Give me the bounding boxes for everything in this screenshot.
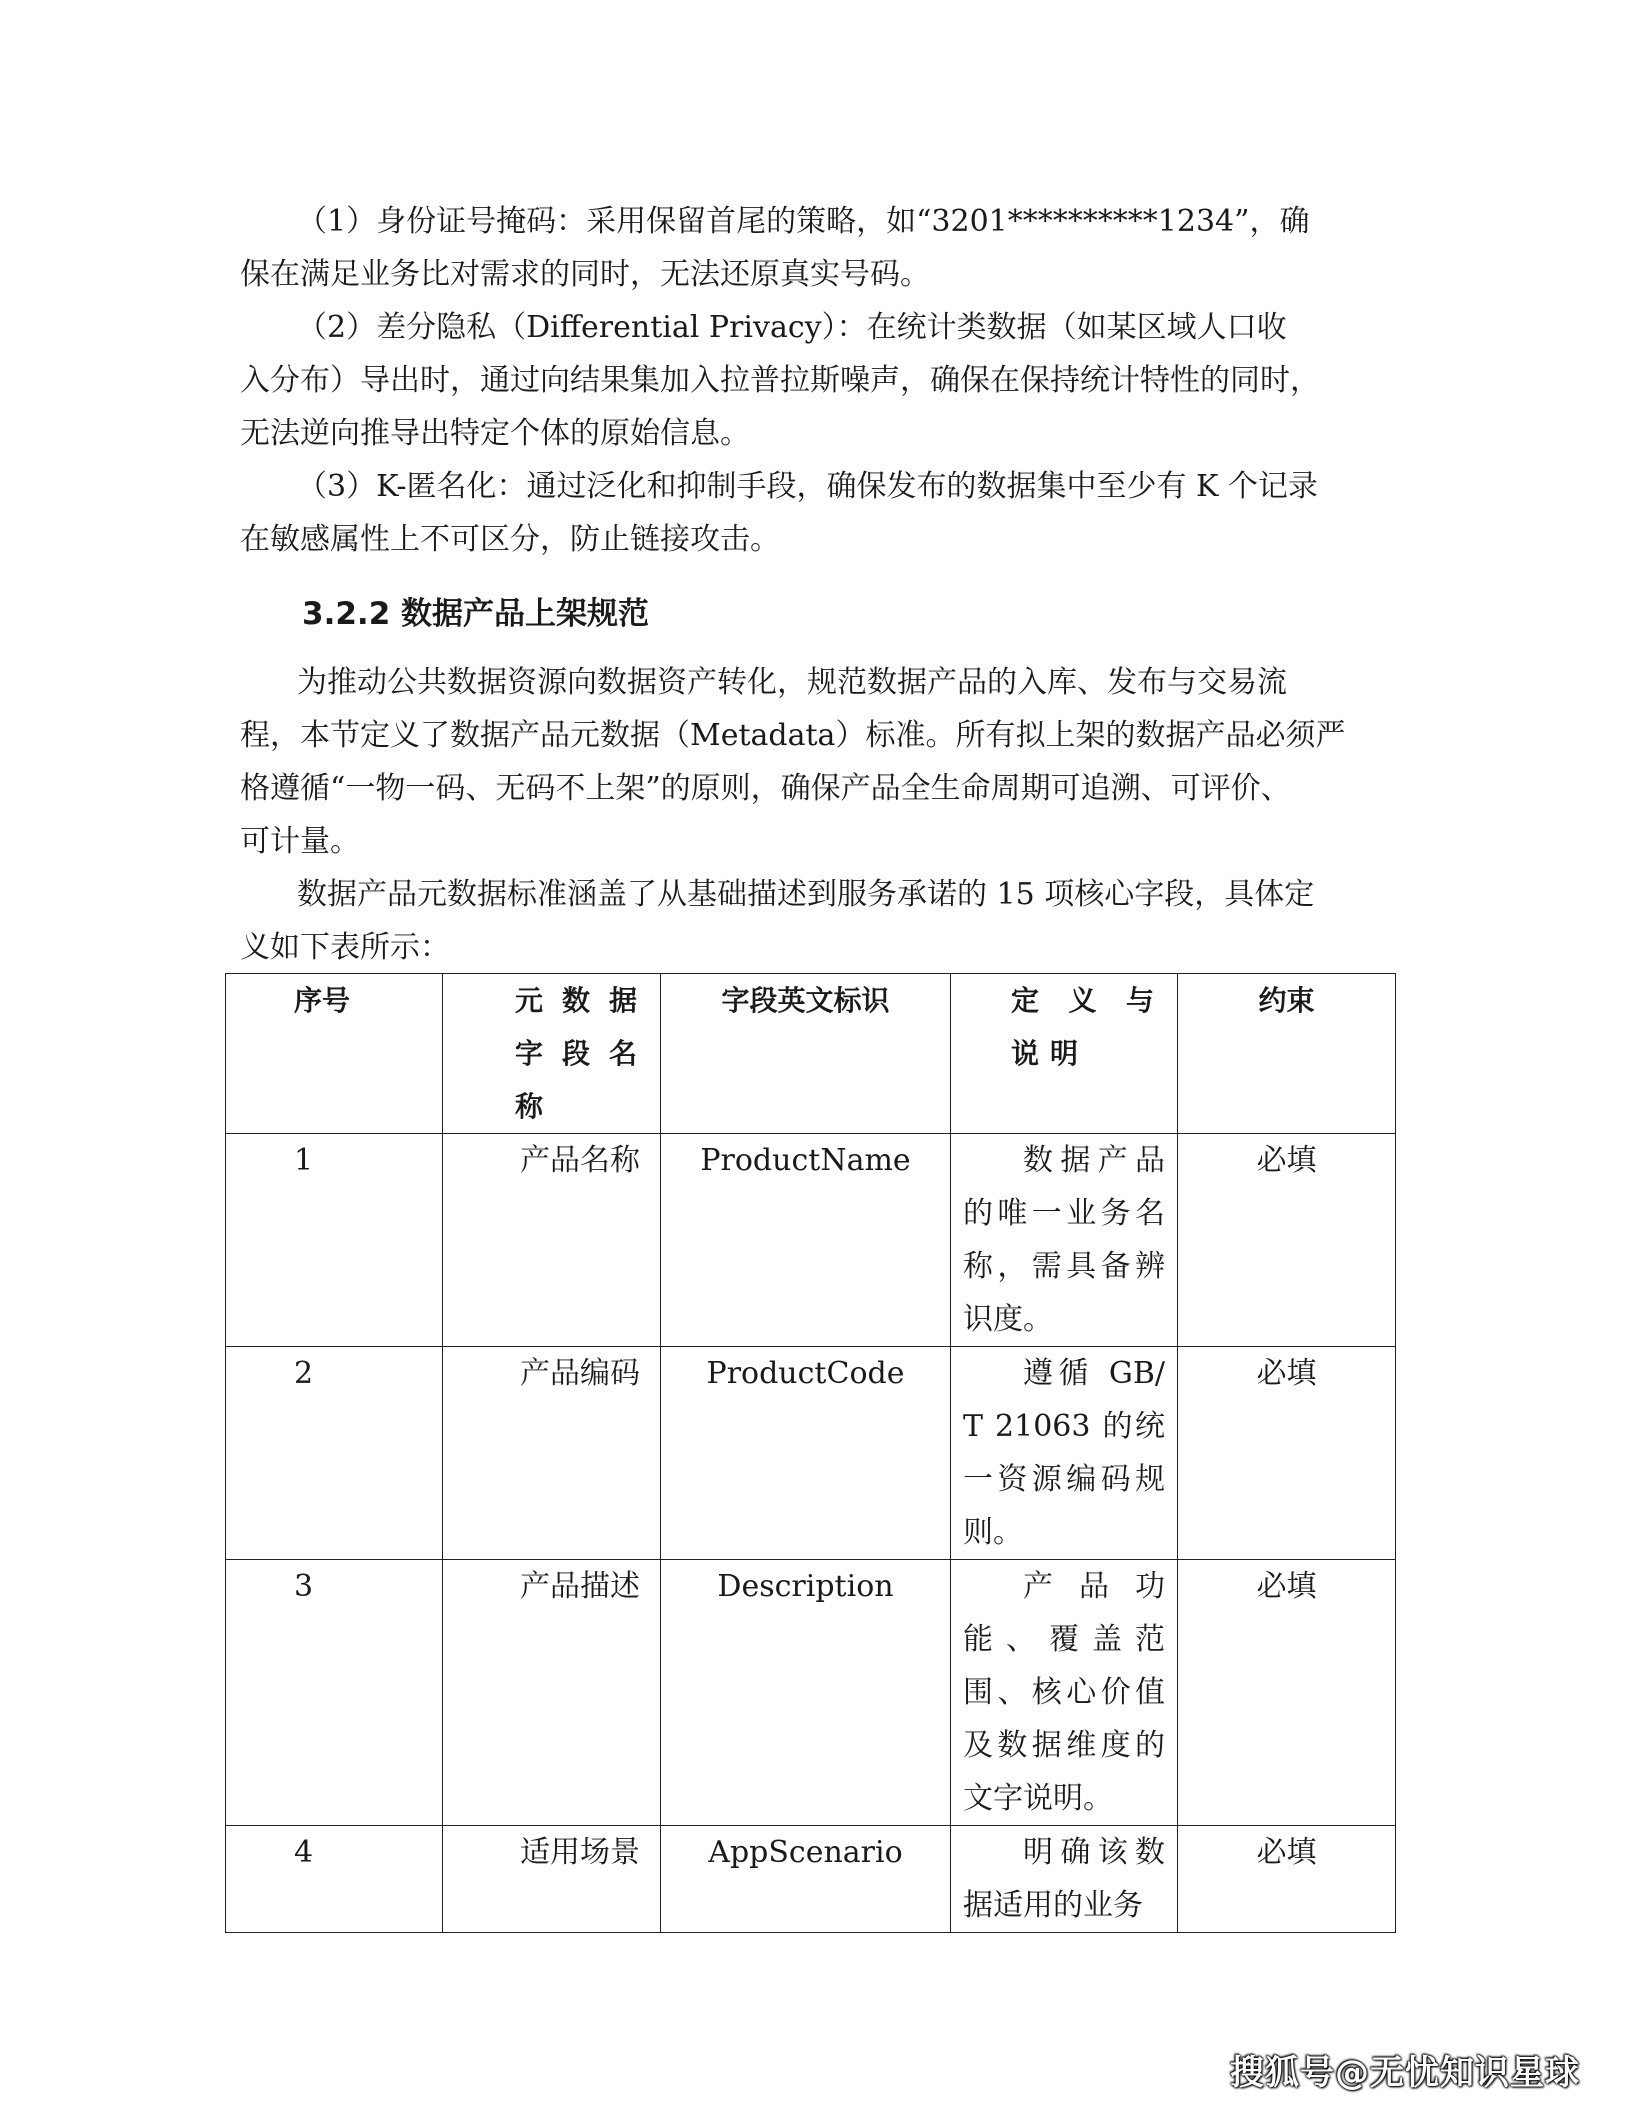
cell-definition xyxy=(951,1560,1178,1826)
header-sequence: 序号 xyxy=(226,974,443,1134)
definition-text: 数据产品的唯一业务名称，需具备辨识度。 xyxy=(963,1143,1165,1337)
header-field-name-text: 元数据字段名称 xyxy=(515,984,648,1123)
cell-constraint: 必填 xyxy=(1178,1347,1396,1560)
text-line: 可计量。 xyxy=(240,824,360,859)
definition-text: 明确该数据适用的业务 xyxy=(963,1835,1165,1923)
cell-sequence: 4 xyxy=(226,1826,443,1933)
cell-field-name: 产品名称 xyxy=(443,1134,661,1347)
text-line: （1）身份证号掩码：采用保留首尾的策略，如“3201**********1234”，确 xyxy=(297,204,1310,239)
text-line: 为推动公共数据资源向数据资产转化，规范数据产品的入库、发布与交易流 xyxy=(297,665,1287,700)
cell-constraint: 必填 xyxy=(1178,1134,1396,1347)
header-definition xyxy=(951,974,1178,1134)
definition-text: 产品功能、覆盖范围、核心价值及数据维度的文字说明。 xyxy=(963,1569,1165,1816)
table-row xyxy=(226,1560,1396,1826)
cell-constraint: 必填 xyxy=(1178,1826,1396,1933)
cell-english-id: Description xyxy=(661,1560,951,1826)
table-row xyxy=(226,1134,1396,1347)
cell-field-name: 产品描述 xyxy=(443,1560,661,1826)
header-field-name xyxy=(443,974,661,1134)
cell-field-name: 产品编码 xyxy=(443,1347,661,1560)
cell-sequence: 2 xyxy=(226,1347,443,1560)
text-line: 程，本节定义了数据产品元数据（Metadata）标准。所有拟上架的数据产品必须严 xyxy=(240,718,1346,753)
cell-definition xyxy=(951,1826,1178,1933)
text-line: 无法逆向推导出特定个体的原始信息。 xyxy=(240,416,750,451)
metadata-table xyxy=(225,973,1396,1933)
table-row xyxy=(226,1826,1396,1933)
definition-text: 遵循 GB/T 21063 的统一资源编码规则。 xyxy=(963,1356,1165,1550)
text-line: 保在满足业务比对需求的同时，无法还原真实号码。 xyxy=(240,257,930,292)
paragraph-table-intro xyxy=(240,868,1380,974)
header-constraint: 约束 xyxy=(1178,974,1396,1134)
text-line: 数据产品元数据标准涵盖了从基础描述到服务承诺的 15 项核心字段，具体定 xyxy=(297,877,1315,912)
cell-field-name: 适用场景 xyxy=(443,1826,661,1933)
source-watermark: 搜狐号@无忧知识星球 xyxy=(1230,2053,1580,2093)
section-heading: 3.2.2 数据产品上架规范 xyxy=(302,596,650,632)
text-line: 格遵循“一物一码、无码不上架”的原则，确保产品全生命周期可追溯、可评价、 xyxy=(240,771,1291,806)
paragraph-product-listing-intro xyxy=(240,656,1380,868)
cell-english-id: AppScenario xyxy=(661,1826,951,1933)
cell-constraint: 必填 xyxy=(1178,1560,1396,1826)
text-line: （2）差分隐私（Differential Privacy）：在统计类数据（如某区域人口收 xyxy=(297,310,1287,345)
cell-sequence: 1 xyxy=(226,1134,443,1347)
text-line: （3）K-匿名化：通过泛化和抑制手段，确保发布的数据集中至少有 K 个记录 xyxy=(297,469,1318,504)
cell-sequence: 3 xyxy=(226,1560,443,1826)
table-header-row xyxy=(226,974,1396,1134)
cell-english-id: ProductCode xyxy=(661,1347,951,1560)
cell-english-id: ProductName xyxy=(661,1134,951,1347)
header-english-id: 字段英文标识 xyxy=(661,974,951,1134)
paragraph-differential-privacy xyxy=(240,301,1380,460)
paragraph-id-masking xyxy=(240,195,1380,301)
cell-definition xyxy=(951,1347,1178,1560)
text-line: 入分布）导出时，通过向结果集加入拉普拉斯噪声，确保在保持统计特性的同时， xyxy=(240,363,1320,398)
text-line: 在敏感属性上不可区分，防止链接攻击。 xyxy=(240,522,780,557)
text-line: 义如下表所示： xyxy=(240,930,450,965)
table-row xyxy=(226,1347,1396,1560)
paragraph-k-anonymity xyxy=(240,460,1380,566)
header-definition-text: 定义与说明 xyxy=(1011,984,1165,1070)
cell-definition xyxy=(951,1134,1178,1347)
